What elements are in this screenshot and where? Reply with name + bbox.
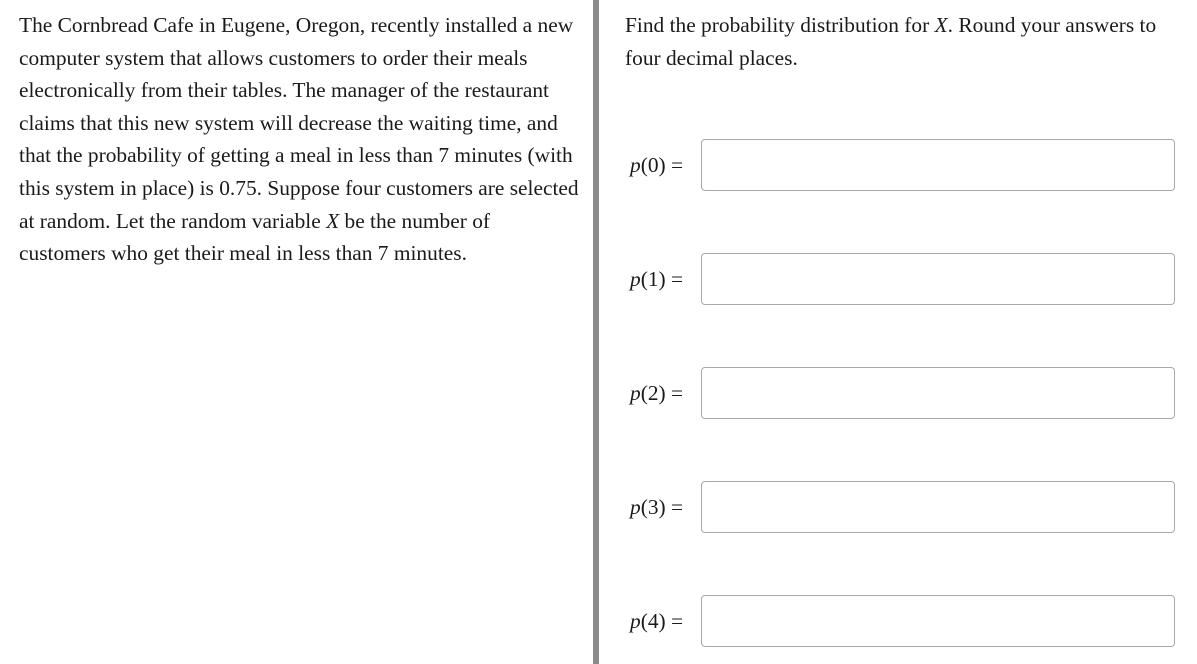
answer-label-p4-fn: p: [630, 609, 641, 633]
question-instructions: [625, 9, 1177, 75]
answer-label-p0: [630, 138, 683, 192]
answer-input-p3[interactable]: [701, 481, 1175, 533]
answer-label-p1: [630, 252, 683, 306]
problem-text-part-1: The Cornbread Cafe in Eugene, Oregon, recently installed a new computer system that allows customers to order their meals electronically from their tables. The manager of the restaurant claims that this new system will decrease the waiting time, and that the probability of getting a meal in less than 7 minutes (with this system in place) is 0.75. Suppose four customers are selected at random. Let the random variable: [19, 13, 579, 233]
answer-input-p4[interactable]: [701, 595, 1175, 647]
answer-pane: [599, 0, 1197, 664]
problem-text-part-2: be the number of customers who get their meal in less than 7 minutes.: [19, 208, 491, 266]
answer-label-p3: [630, 480, 683, 534]
answer-label-p0-arg: (0): [640, 153, 666, 177]
answer-input-p0[interactable]: [701, 139, 1175, 191]
random-variable-x: X: [326, 208, 340, 233]
answer-label-p3-fn: p: [630, 495, 641, 519]
answer-label-p1-eq: =: [665, 267, 684, 291]
answer-row-p1: [599, 252, 1197, 306]
instructions-part-2: . Round your answers to four decimal places.: [625, 13, 1157, 70]
answer-label-p0-fn: p: [630, 153, 641, 177]
answer-input-p1[interactable]: [701, 253, 1175, 305]
answer-label-p4-eq: =: [665, 609, 684, 633]
instructions-part-1: Find the probability distribution for: [625, 13, 935, 37]
answer-row-p0: [599, 138, 1197, 192]
answer-label-p1-fn: p: [630, 267, 641, 291]
answer-label-p1-arg: (1): [640, 267, 666, 291]
answer-input-p2[interactable]: [701, 367, 1175, 419]
problem-pane: [0, 0, 593, 664]
answer-label-p2-eq: =: [665, 381, 684, 405]
answer-label-p0-eq: =: [665, 153, 684, 177]
answer-label-p4-arg: (4): [640, 609, 666, 633]
answer-label-p2-arg: (2): [640, 381, 666, 405]
answer-row-p3: [599, 480, 1197, 534]
instructions-variable-x: X: [934, 13, 948, 37]
answer-label-p2-fn: p: [630, 381, 641, 405]
answer-row-p4: [599, 594, 1197, 648]
problem-statement: [19, 9, 579, 270]
answer-label-p4: [630, 594, 683, 648]
answer-row-p2: [599, 366, 1197, 420]
answer-label-p3-arg: (3): [640, 495, 666, 519]
answer-label-p2: [630, 366, 683, 420]
answer-label-p3-eq: =: [665, 495, 684, 519]
